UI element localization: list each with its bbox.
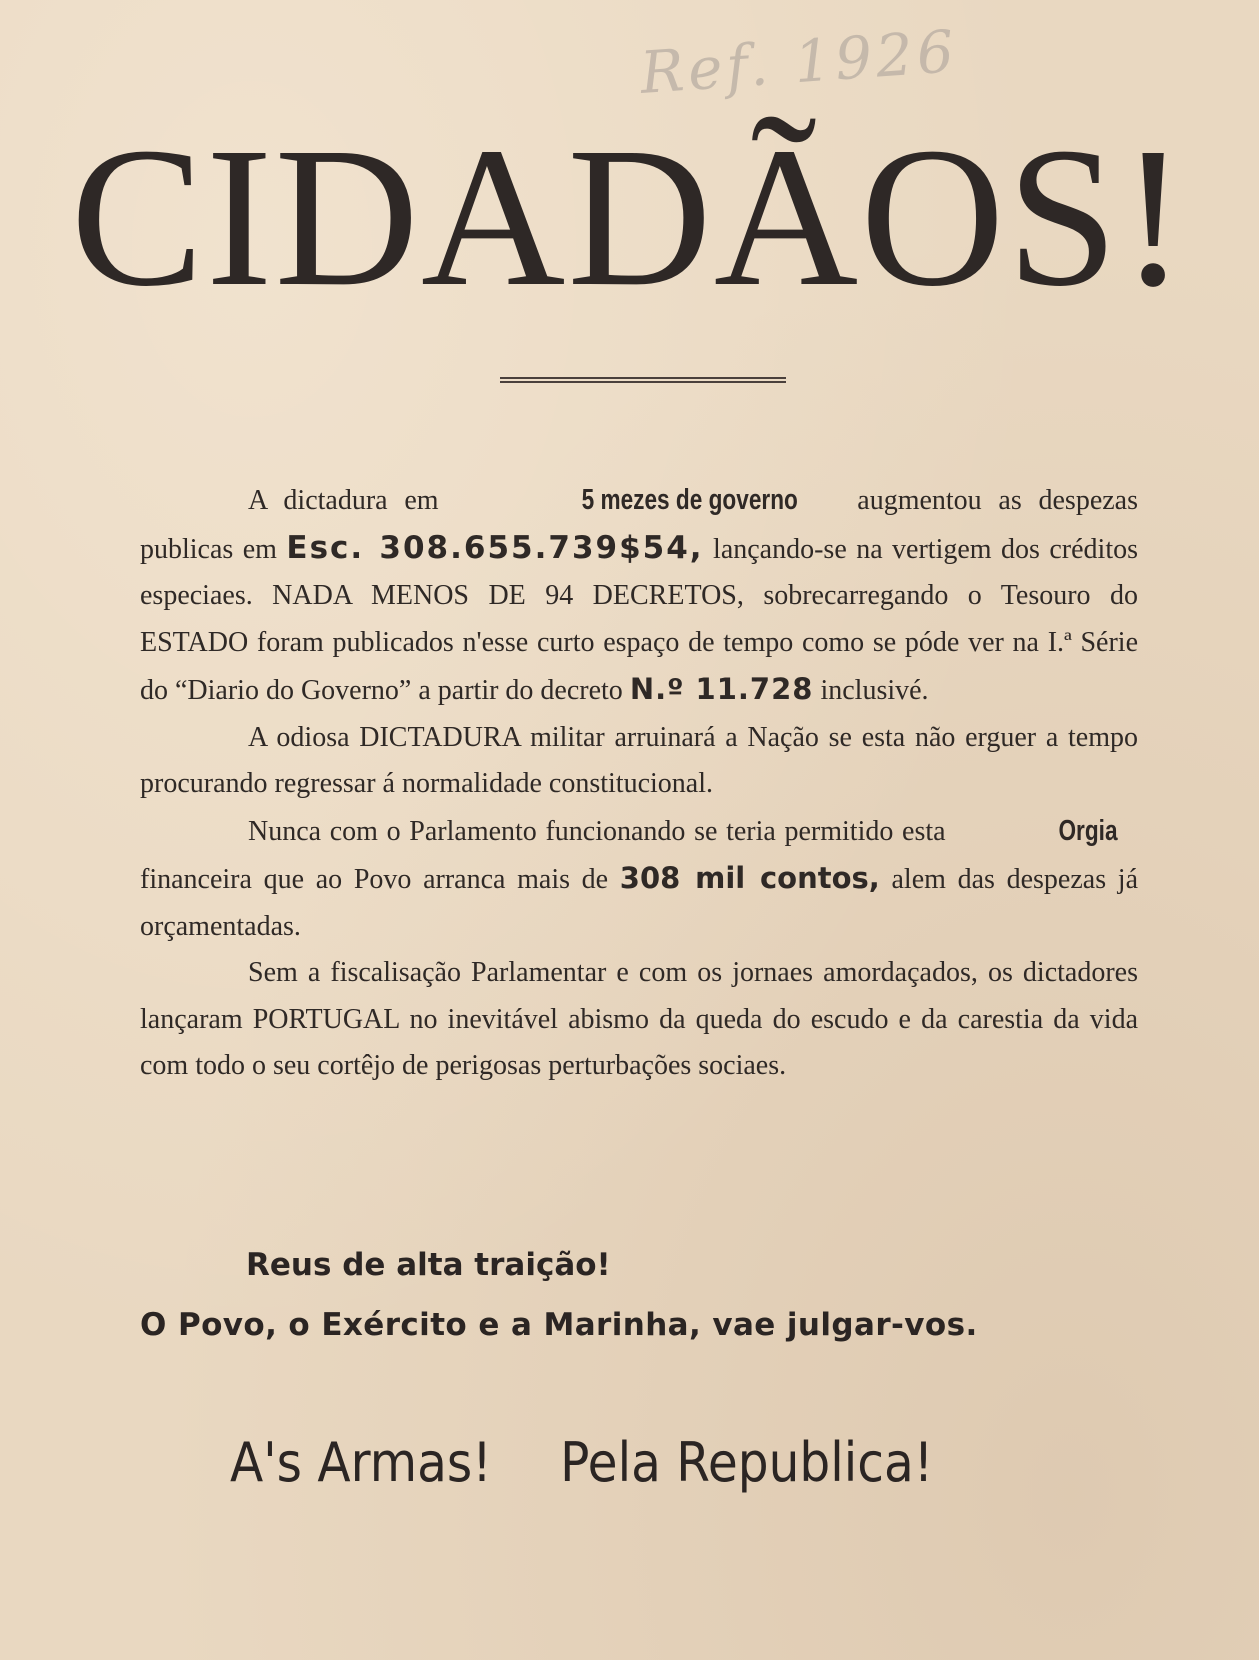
paragraph-1-text-c: lançando-se na vertigem dos créditos especiaes. NADA MENOS DE 94 DECRETOS, sobrecarregando o Tesouro do ESTADO foram publicados n'esse curto espaço de tempo como se póde ver na I.ª Série do “Diario do Governo” a partir do decreto (140, 533, 1138, 706)
paragraph-3-amount: 308 mil contos, (619, 861, 880, 895)
call-reus: Reus de alta traição! (246, 1247, 611, 1283)
paragraph-4: Sem a fiscalisação Parlamentar e com os jornaes amordaçados, os dictadores lançaram PORTUGAL no inevitável abismo da queda do escudo e da carestia da vida com todo o seu cortêjo de perigosas perturbações sociaes. (140, 957, 1138, 1081)
poster-title: CIDADÃOS! (70, 107, 1189, 328)
handwritten-annotation: Ref. 1926 (638, 16, 960, 108)
paragraph-3-text-a: Nunca com o Parlamento funcionando se teria permitido esta (248, 815, 955, 847)
paragraph-1-decree-number: N.º 11.728 (629, 672, 814, 706)
paragraph-1-text-b: augmentou as despezas publicas em (140, 485, 1138, 565)
paragraph-1 (140, 477, 1138, 715)
paragraph-1-text-d: inclusivé. (813, 675, 929, 706)
paragraph-3 (140, 808, 1138, 951)
paragraph-3-text-c: alem das despezas já orçamentadas. (140, 864, 1138, 942)
paragraph-3-text-b: financeira que ao Povo arranca mais de (140, 864, 620, 895)
closing-slogan (230, 1431, 933, 1494)
closing-armas: A's Armas! (230, 1431, 492, 1494)
paragraph-2: A odiosa DICTADURA militar arruinará a Nação se esta não erguer a tempo procurando regressar á normalidade constitucional. (140, 721, 1138, 799)
call-povo: O Povo, o Exército e a Marinha, vae julgar-vos. (140, 1307, 978, 1343)
paragraph-1-amount: Esc. 308.655.739$54, (286, 529, 704, 566)
paragraph-3-emphasis-orgia: Orgia (1058, 814, 1118, 847)
closing-republica: Pela Republica! (560, 1431, 934, 1494)
paragraph-1-emphasis-months: 5 mezes de governo (581, 484, 799, 516)
paragraph-1-text-a: A dictadura em (248, 485, 456, 516)
poster-body (140, 477, 1138, 1090)
double-rule-divider (500, 377, 786, 383)
